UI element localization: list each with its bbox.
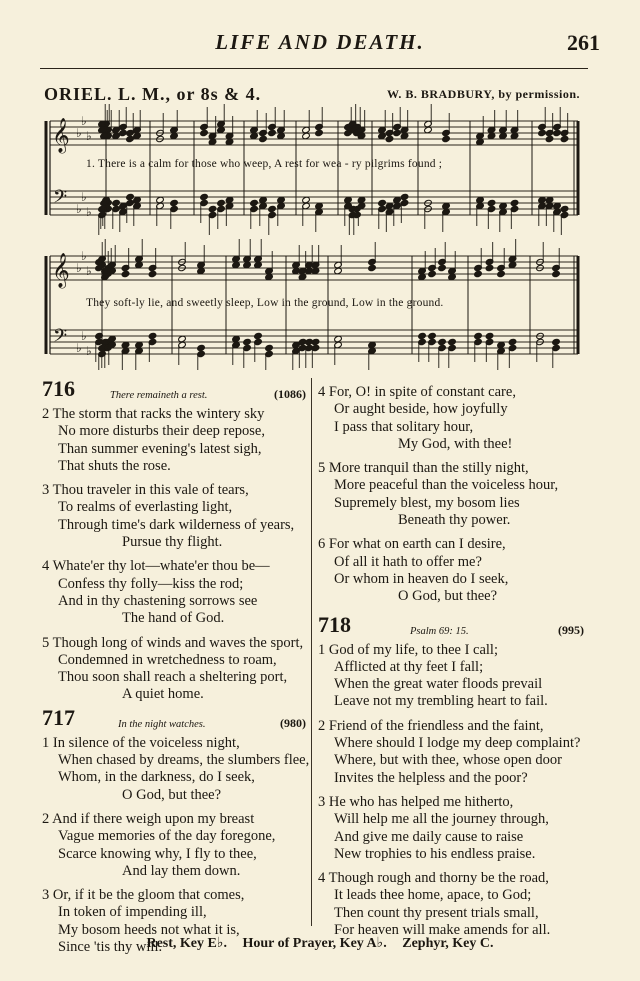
stanza-line: Since 'tis thy will. (58, 939, 163, 956)
note-head (121, 270, 130, 277)
hymn-717-heading (42, 704, 306, 735)
stanza-line: My God, with thee! (398, 435, 513, 452)
flat-sign: ♭ (76, 202, 82, 216)
stanza-line: 1 In silence of the voiceless night, (42, 734, 240, 751)
stanza-line: Scarce knowing why, I fly to thee, (58, 845, 257, 862)
note-head (217, 199, 226, 206)
stanza-line: No more disturbs their deep repose, (58, 423, 265, 440)
treble-clef: 𝄞 (52, 253, 70, 288)
hymn-ref: (995) (558, 622, 584, 637)
note-head (428, 270, 437, 277)
stanza-line: Where, but with thee, whose open door (334, 752, 562, 769)
stanza-line: New trophies to his endless praise. (334, 845, 536, 862)
hymn-ref: (1086) (274, 387, 306, 401)
note-head (545, 135, 554, 142)
stanza-line: And lay them down. (122, 862, 241, 879)
note-head (254, 332, 263, 339)
stanza-line: And in thy chastening sorrows see (58, 592, 258, 609)
lyrics-line-2: They soft-ly lie, and sweetly sleep, Low in the ground, Low in the ground. (86, 297, 444, 309)
hymn-subtitle: Psalm 69: 15. (410, 625, 469, 637)
stanza-line: Invites the helpless and the poor? (334, 769, 528, 786)
stanza-line: To realms of everlasting light, (58, 499, 233, 516)
flat-sign: ♭ (76, 261, 82, 275)
stanza-line: Then count thy present trials small, (334, 904, 539, 921)
footer-item: Zephyr, Key C. (402, 936, 494, 951)
sheet-music (0, 0, 640, 370)
stanza-line: And give me daily cause to raise (334, 828, 524, 845)
flat-sign: ♭ (81, 114, 87, 128)
hymn-718-heading (318, 611, 584, 642)
stanza-line: Thou soon shall reach a sheltering port, (58, 669, 288, 686)
stanza-line: 4 Though rough and thorny be the road, (318, 870, 549, 887)
note-head (442, 135, 451, 142)
note-head (474, 270, 483, 277)
stanza-line: Of all it hath to offer me? (334, 553, 482, 570)
hymn-717-stanzas (42, 734, 310, 957)
note-head (418, 332, 427, 339)
page-title: LIFE AND DEATH. (215, 30, 425, 54)
right-column (318, 384, 584, 939)
stanza-line: When the great water floods prevail (334, 676, 543, 693)
flat-sign: ♭ (81, 249, 87, 263)
hymn-ref: (980) (280, 715, 306, 730)
stanza-line: 3 Or, if it be the gloom that comes, (42, 887, 245, 904)
flat-sign: ♭ (86, 129, 92, 143)
stanza-line: 2 And if there weigh upon my breast (42, 810, 255, 827)
tune-name: ORIEL. L. M., or 8s & 4. (44, 84, 262, 104)
stanza-line: Pursue thy flight. (122, 534, 223, 551)
stanza-line: It leads thee home, apace, to God; (334, 887, 532, 904)
note-head (400, 193, 409, 200)
note-head (250, 199, 259, 206)
stanza-line: Will help me all the journey through, (334, 811, 549, 828)
flat-sign: ♭ (86, 344, 92, 358)
stanza-line: More peaceful than the voiceless hour, (334, 477, 559, 494)
stanza-line: I pass that solitary hour, (334, 418, 474, 435)
note-head (148, 270, 157, 277)
footer-item: Rest, Key E♭. (146, 936, 227, 951)
stanza-line: 2 Friend of the friendless and the faint, (318, 717, 544, 734)
column-divider (311, 378, 312, 926)
stanza-line: Afflicted at thy feet I fall; (334, 658, 484, 675)
lyrics-line-1: 1. There is a calm for those who weep, A rest for wea - ry pilgrims found ; (86, 158, 443, 170)
note-head (560, 135, 569, 142)
stanza-line: 5 Though long of winds and waves the sport, (42, 634, 304, 651)
related-tunes-footer (0, 935, 640, 952)
note-head (487, 199, 496, 206)
stanza-line: Condemned in wretchedness to roam, (58, 651, 277, 668)
note-head (170, 199, 179, 206)
note-head (485, 264, 494, 271)
note-head (438, 264, 447, 271)
note-head (259, 135, 268, 142)
hymn-subtitle: In the night watches. (118, 718, 206, 730)
stanza-line: 6 For what on earth can I desire, (318, 536, 506, 553)
note-head (448, 338, 457, 345)
flat-sign: ♭ (81, 190, 87, 204)
flat-sign: ♭ (76, 126, 82, 140)
hymn-subtitle: There remaineth a rest. (110, 390, 208, 401)
treble-clef: 𝄞 (52, 118, 70, 153)
hymn-716-stanzas (42, 406, 306, 704)
note-head (200, 193, 209, 200)
hymn-number: 716 (42, 376, 75, 401)
note-head (510, 199, 519, 206)
hymn-716-heading (42, 376, 306, 406)
note-head (485, 332, 494, 339)
stanza-line: Supremely blest, my bosom lies (334, 494, 520, 511)
note-head (368, 264, 377, 271)
note-head (268, 129, 277, 136)
stanza-line: Whom, in the darkness, do I seek, (58, 769, 255, 786)
stanza-line: 4 For, O! in spite of constant care, (318, 384, 516, 400)
note-head (552, 338, 561, 345)
note-head (560, 205, 569, 212)
bass-clef: 𝄢 (53, 326, 68, 351)
stanza-line: Confess thy folly—kiss the rod; (58, 575, 244, 592)
note-head (197, 344, 206, 351)
bass-clef: 𝄢 (53, 187, 68, 212)
stanza-line: 3 He who has helped me hitherto, (318, 793, 514, 810)
note-head (200, 129, 209, 136)
note-head (385, 135, 394, 142)
stanza-line: Beneath thy power. (398, 512, 511, 529)
note-head (315, 129, 324, 136)
stanza-line: For heaven will make amends for all. (334, 922, 551, 939)
stanza-line: In token of impending ill, (58, 904, 207, 921)
hymn-number: 718 (318, 611, 351, 637)
stanza-line: 1 God of my life, to thee I call; (318, 641, 498, 658)
stanza-line: That shuts the rose. (58, 457, 171, 474)
stanza-line: O God, but thee? (398, 588, 498, 605)
note-head (148, 332, 157, 339)
note-head (438, 338, 447, 345)
hymn-717-stanzas-cont (318, 384, 584, 606)
stanza-line: O God, but thee? (122, 786, 222, 803)
note-head (311, 338, 320, 345)
stanza-line: Or aught beside, how joyfully (334, 401, 508, 418)
note-head (428, 332, 437, 339)
stanza-line: Or whom in heaven do I seek, (334, 570, 509, 587)
flat-sign: ♭ (81, 329, 87, 343)
flat-sign: ♭ (76, 341, 82, 355)
stanza-line: Than summer evening's latest sigh, (58, 440, 262, 457)
note-head (508, 338, 517, 345)
page-number: 261 (567, 30, 600, 55)
stanza-line: Vague memories of the day foregone, (58, 828, 276, 845)
stanza-line: 3 Thou traveler in this vale of tears, (42, 482, 249, 499)
note-head (497, 270, 506, 277)
flat-sign: ♭ (86, 205, 92, 219)
note-head (378, 199, 387, 206)
note-head (552, 270, 561, 277)
note-head (553, 129, 562, 136)
footer-item: Hour of Prayer, Key A♭. (242, 936, 387, 951)
stanza-line: A quiet home. (122, 686, 204, 703)
stanza-line: When chased by dreams, the slumbers flee, (58, 752, 310, 769)
stanza-line: The hand of God. (122, 610, 225, 627)
note-head (474, 332, 483, 339)
note-head (268, 205, 277, 212)
note-head (265, 344, 274, 351)
note-head (538, 129, 547, 136)
stanza-line: 5 More tranquil than the stilly night, (318, 460, 529, 477)
note-head (208, 205, 217, 212)
stanza-line: Leave not my trembling heart to fail. (334, 693, 548, 710)
flat-sign: ♭ (86, 264, 92, 278)
hymn-718-stanzas (318, 642, 584, 940)
stanza-line: 4 Whate'er thy lot—whate'er thou be— (42, 558, 270, 575)
stanza-line: Through time's dark wilderness of years, (58, 516, 295, 533)
stanza-line: My bosom heeds not what it is, (58, 921, 240, 938)
hymn-number: 717 (42, 704, 75, 730)
tune-composer: W. B. BRADBURY, by permission. (386, 87, 580, 101)
stanza-line: 2 The storm that racks the wintery sky (42, 406, 265, 422)
left-column (42, 376, 310, 956)
stanza-line: Where should I lodge my deep complaint? (334, 735, 581, 752)
note-head (243, 338, 252, 345)
note-head (393, 129, 402, 136)
